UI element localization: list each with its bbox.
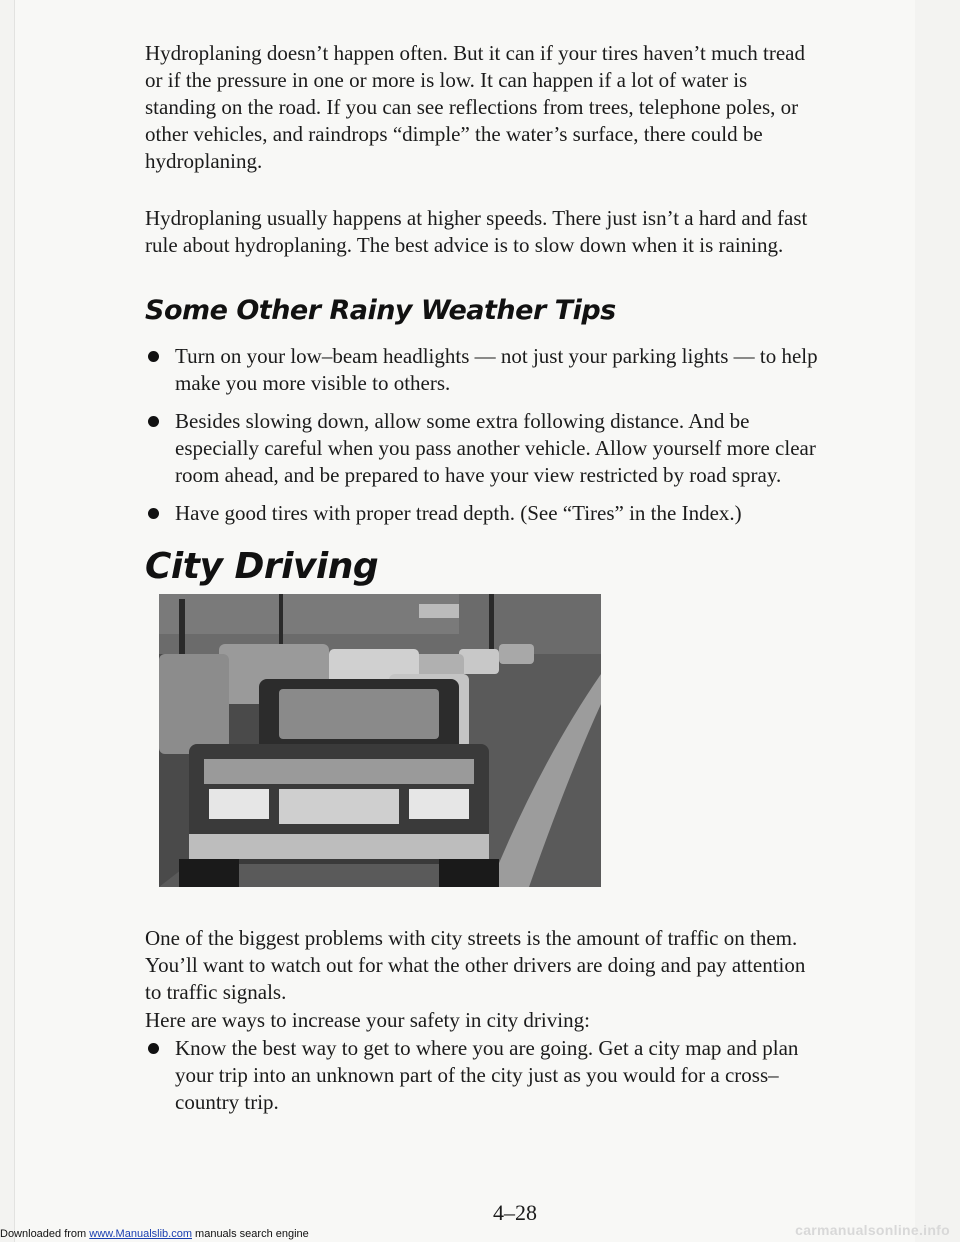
list-item-text: Have good tires with proper tread depth. (See “Tires” in the Index.) [175, 501, 742, 525]
paragraph-city-traffic: One of the biggest problems with city streets is the amount of traffic on them. You’ll want to watch out for what the other drivers are doing and pay attention to traffic signals. [145, 926, 806, 1004]
download-footer [0, 1228, 309, 1240]
paragraph-city-safety-intro: Here are ways to increase your safety in city driving: [145, 1008, 590, 1032]
paragraph-hydroplaning-speeds: Hydroplaning usually happens at higher speeds. There just isn’t a hard and fast rule about hydroplaning. The best advice is to slow down when it is raining. [145, 206, 808, 257]
bullet-icon [148, 508, 159, 519]
city-tips-list [145, 1035, 825, 1127]
list-item [145, 1035, 825, 1116]
section-heading-city-driving: City Driving [145, 546, 379, 587]
paragraph-hydroplaning: Hydroplaning doesn’t happen often. But it can if your tires haven’t much tread or if the pressure in one or more is low. It can happen if a lot of water is standing on the road. If you can see reflections from trees, telephone poles, or other vehicles, and raindrops “dimple” the water’s surface, there could be hydroplaning. [145, 41, 805, 173]
city-traffic-illustration [159, 594, 601, 887]
bullet-icon [148, 351, 159, 362]
list-item-text: Besides slowing down, allow some extra following distance. And be especially careful when you pass another vehicle. Allow yourself more clear room ahead, and be prepared to have your view restricted by road spray. [175, 409, 816, 487]
bullet-icon [148, 416, 159, 427]
subheading-rainy-tips: Some Other Rainy Weather Tips [145, 295, 616, 326]
list-item [145, 343, 825, 397]
footer-suffix: manuals search engine [191, 1228, 309, 1240]
bullet-icon [148, 1043, 159, 1054]
manualslib-link[interactable]: www.Manualslib.com [89, 1228, 192, 1240]
list-item-text: Know the best way to get to where you are going. Get a city map and plan your trip into an unknown part of the city just as you would for a cross–country trip. [175, 1036, 799, 1114]
watermark: carmanualsonline.info [795, 1222, 950, 1238]
list-item [145, 500, 825, 527]
page-number: 4–28 [493, 1200, 537, 1225]
city-traffic-photo [159, 594, 601, 887]
list-item-text: Turn on your low–beam headlights — not just your parking lights — to help make you more visible to others. [175, 344, 818, 395]
list-item [145, 408, 825, 489]
rainy-tips-list [145, 343, 825, 538]
footer-prefix: Downloaded from [0, 1228, 90, 1240]
manual-page [14, 0, 915, 1242]
